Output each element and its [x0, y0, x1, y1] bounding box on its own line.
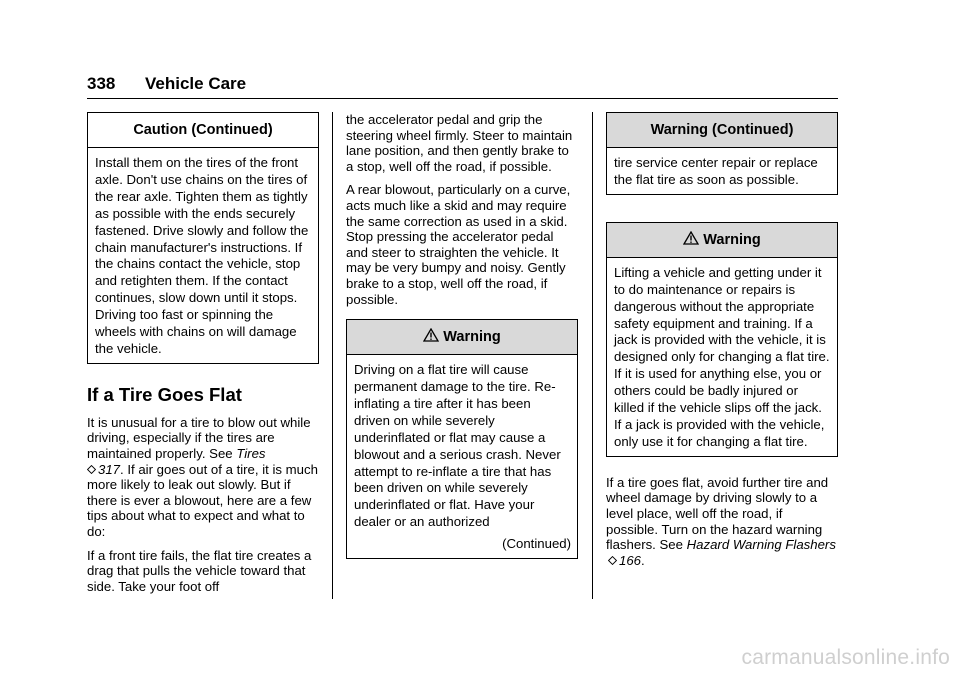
- section-heading: If a Tire Goes Flat: [87, 383, 242, 405]
- column-divider: [332, 112, 333, 599]
- column-2: [346, 112, 578, 559]
- warning-box-flat-tire: [346, 319, 578, 559]
- xref-page-number[interactable]: 317: [98, 461, 121, 477]
- warning-continued-box: [606, 112, 838, 195]
- warning-box-jack: [606, 222, 838, 457]
- page-number: 338: [87, 74, 116, 93]
- warning-triangle-icon: [423, 328, 439, 342]
- caution-box-title: Caution (Continued): [88, 113, 318, 148]
- warning-box-title: Warning: [347, 320, 577, 355]
- body-paragraph: If a tire goes flat, avoid further tire and wheel damage by driving slowly to a level place, well off the road, if possible. Turn on the hazard warning flashers. See Hazard Warning Flashers166.: [606, 474, 836, 568]
- xref-link-hazard-warning-flashers[interactable]: Hazard Warning Flashers: [686, 537, 836, 553]
- column-divider: [592, 112, 593, 599]
- warning-triangle-icon: [683, 231, 699, 245]
- caution-box-body: Install them on the tires of the front axle. Don't use chains on the tires of the rear axle. Tighten them as tightly as possible with the ends securely fastened. Drive slowly and follow the chain manufacturer's instructions. If the chains contact the vehicle, stop and retighten them. If the contact continues, slow down until it stops. Driving too fast or spinning the wheels with chains on will damage the vehicle.: [95, 155, 309, 356]
- column-1: [87, 112, 319, 602]
- page-section-title: Vehicle Care: [145, 74, 247, 93]
- warning-continued-body: tire service center repair or replace the flat tire as soon as possible.: [614, 155, 818, 187]
- body-paragraph: the accelerator pedal and grip the steering wheel firmly. Steer to maintain lane position, and then gently brake to a stop, well off the road, if possible.: [346, 112, 573, 174]
- body-paragraph: A rear blowout, particularly on a curve, acts much like a skid and may require the same correction as used in a skid. Stop pressing the accelerator pedal and steer to straighten the vehicle. It may be very bumpy and noisy. Gently brake to a stop, well off the road, if possible.: [346, 182, 571, 307]
- warning-box-body: Lifting a vehicle and getting under it to do maintenance or repairs is dangerous without the appropriate safety equipment and training. If a jack is provided with the vehicle, it is designed only for changing a flat tire. If it is used for anything else, you or others could be badly injured or killed if the vehicle slips off the jack. If a jack is provided with the vehicle, only use it for changing a flat tire.: [614, 264, 830, 449]
- watermark: carmanualsonline.info: [741, 646, 950, 669]
- body-paragraph: It is unusual for a tire to blow out while driving, especially if the tires are maintained properly. See Tires 317. If air goes out of a tire, it is much more likely to leak out slowly. But if there is ever a blowout, here are a few tips about what to expect and what to do:: [87, 414, 318, 540]
- column-3: [606, 112, 838, 576]
- caution-box: [87, 112, 319, 364]
- warning-box-title: Warning: [607, 223, 837, 258]
- page-header: [87, 70, 838, 99]
- warning-box-body: Driving on a flat tire will cause permanent damage to the tire. Re-inflating a tire after it has been driven on while severely underinflated or flat may cause a blowout and a serious crash. Never attempt to re-inflate a tire that has been driven on while severely underinflated or flat. Have your dealer or an authorized: [354, 362, 561, 530]
- warning-continued-title: Warning (Continued): [607, 113, 837, 148]
- page-ref-diamond-icon: [87, 465, 96, 474]
- xref-page-number[interactable]: 166: [619, 552, 642, 568]
- page-ref-diamond-icon: [608, 556, 617, 565]
- xref-link-tires[interactable]: Tires: [236, 446, 266, 462]
- continued-label: (Continued): [502, 536, 571, 552]
- body-paragraph: If a front tire fails, the flat tire creates a drag that pulls the vehicle toward that side. Take your foot off: [87, 547, 312, 594]
